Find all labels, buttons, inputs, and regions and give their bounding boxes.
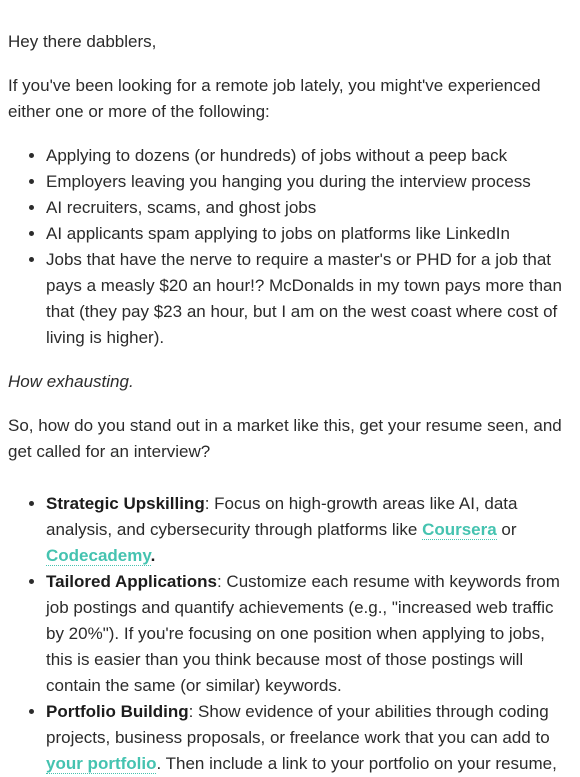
coursera-link[interactable]: Coursera [422, 520, 497, 539]
tip-title: Strategic Upskilling [46, 494, 205, 513]
tip-text: : Show evidence of your abilities through coding projects, business proposals, or freelance work that you can add to [46, 702, 550, 747]
tip-text: or [496, 520, 517, 539]
portfolio-link[interactable]: your portfolio [46, 754, 157, 773]
tip-text: : Focus on high-growth areas like AI, data analysis, and cybersecurity through platforms like [46, 494, 518, 539]
list-item-upskilling [46, 491, 572, 569]
exclamation-paragraph [8, 369, 572, 395]
list-item: • Employers leaving you hanging you during the interview process [46, 169, 572, 195]
list-item: • AI applicants spam applying to jobs on platforms like LinkedIn [46, 221, 572, 247]
list-item-tailored [46, 569, 572, 699]
codecademy-link[interactable]: Codecademy [46, 546, 151, 565]
intro-paragraph: If you've been looking for a remote job lately, you might've experienced either one or more of the following: [8, 76, 541, 121]
exclamation-text: How exhausting. [8, 372, 134, 391]
tip-text: . Then include a link to your portfolio on your resume, [156, 754, 557, 773]
tip-end: . [150, 546, 156, 565]
tips-list [8, 491, 572, 777]
list-item: • Applying to dozens (or hundreds) of jobs without a peep back [46, 143, 572, 169]
list-item: • Jobs that have the nerve to require a master's or PHD for a job that pays a measly $20 an hour!? McDonalds in my town pays more than that (they pay $23 an hour, but I am on the west coast where cost of living is higher). [46, 247, 572, 351]
problem-list [8, 143, 572, 351]
tip-title: Portfolio Building [46, 702, 189, 721]
list-item: • AI recruiters, scams, and ghost jobs [46, 195, 572, 221]
question-paragraph: So, how do you stand out in a market like this, get your resume seen, and get called for an interview? [8, 416, 562, 461]
list-item-portfolio [46, 699, 572, 777]
greeting: Hey there dabblers, [8, 32, 157, 51]
tip-title: Tailored Applications [46, 572, 217, 591]
tip-text: : Customize each resume with keywords from job postings and quantify achievements (e.g., "increased web traffic by 20%"). If you're focusing on one position when applying to jobs, this is easier than you think because most of those postings will contain the same (or similar) keywords. [46, 572, 560, 695]
